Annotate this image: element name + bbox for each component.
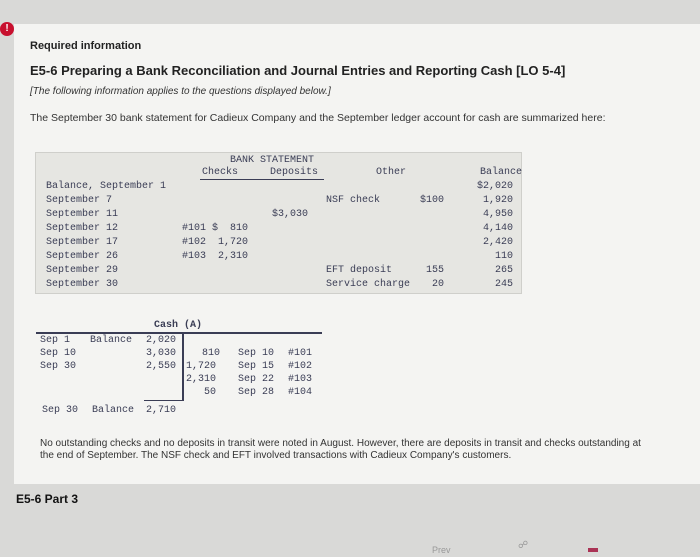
ending-balance-rule [144, 400, 184, 401]
row-label: September 26 [46, 251, 119, 262]
check-cell: #102 1,720 [182, 237, 249, 248]
ledger-date: Sep 22 [238, 374, 275, 385]
row-label: September 17 [46, 237, 119, 248]
ending-balance-date: Sep 30 [42, 405, 79, 416]
ledger-desc: Balance [90, 335, 133, 346]
t-account-top-rule [36, 332, 322, 334]
ledger-debit: 2,550 [146, 361, 177, 372]
row-label: Balance, September 1 [46, 181, 167, 192]
other-amount-cell: 20 [432, 279, 445, 290]
row-label: September 11 [46, 209, 119, 220]
header-rule [200, 179, 324, 180]
row-label: September 12 [46, 223, 119, 234]
deposits-header: Deposits [270, 167, 319, 178]
balance-cell: 110 [494, 251, 513, 262]
prev-button[interactable]: Prev [432, 545, 451, 555]
ledger-credit: 810 [202, 348, 221, 359]
ledger-ref: #101 [288, 348, 313, 359]
ending-balance-desc: Balance [92, 405, 135, 416]
balance-cell: 2,420 [482, 237, 513, 248]
bank-statement-title: BANK STATEMENT [230, 155, 315, 166]
row-label: September 29 [46, 265, 119, 276]
ledger-debit: 2,020 [146, 335, 177, 346]
balance-cell: 265 [494, 265, 513, 276]
balance-cell: 1,920 [482, 195, 513, 206]
deposit-cell: $3,030 [272, 209, 309, 220]
required-information-heading: Required information [30, 40, 142, 52]
ledger-ref: #104 [288, 387, 313, 398]
other-header: Other [376, 167, 407, 178]
ledger-ref: #102 [288, 361, 313, 372]
ledger-date: Sep 15 [238, 361, 275, 372]
cash-t-account [36, 318, 336, 403]
other-amount-cell: 155 [426, 265, 445, 276]
ledger-debit: 3,030 [146, 348, 177, 359]
part-label: E5-6 Part 3 [16, 492, 79, 506]
t-account-divider [182, 334, 184, 400]
intro-text: The September 30 bank statement for Cadieux Company and the September ledger account for cash are summarized here: [30, 112, 606, 124]
other-amount-cell: $100 [420, 195, 445, 206]
ledger-credit: 2,310 [186, 374, 217, 385]
balance-cell: $2,020 [476, 181, 513, 192]
balance-cell: 4,950 [482, 209, 513, 220]
bank-statement-table [35, 152, 522, 294]
ending-balance-amount: 2,710 [146, 405, 177, 416]
ledger-credit: 1,720 [186, 361, 217, 372]
other-label-cell: EFT deposit [326, 265, 393, 276]
other-label-cell: Service charge [326, 279, 411, 290]
alert-icon: ! [0, 22, 14, 36]
check-cell: #101 $ 810 [182, 223, 249, 234]
ledger-ref: #103 [288, 374, 313, 385]
exercise-title: E5-6 Preparing a Bank Reconciliation and Journal Entries and Reporting Cash [LO 5-4] [30, 63, 566, 78]
link-icon[interactable]: ☍ [518, 540, 529, 551]
ledger-date: Sep 10 [40, 348, 77, 359]
cash-account-title: Cash (A) [154, 320, 203, 331]
instruction-note: [The following information applies to the questions displayed below.] [30, 86, 331, 97]
grid-icon[interactable] [588, 548, 598, 552]
checks-header: Checks [202, 167, 239, 178]
balance-header: Balance [480, 167, 523, 178]
ledger-date: Sep 10 [238, 348, 275, 359]
ledger-credit: 50 [204, 387, 217, 398]
other-label-cell: NSF check [326, 195, 381, 206]
reconciliation-note: No outstanding checks and no deposits in transit were noted in August. However, there are deposits in transit and checks outstanding at the end of September. The NSF check and EFT involved transactions with Cadieux Company's customers. [40, 438, 641, 461]
balance-cell: 4,140 [482, 223, 513, 234]
ledger-date: Sep 28 [238, 387, 275, 398]
row-label: September 30 [46, 279, 119, 290]
ledger-date: Sep 1 [40, 335, 71, 346]
check-cell: #103 2,310 [182, 251, 249, 262]
ledger-date: Sep 30 [40, 361, 77, 372]
balance-cell: 245 [494, 279, 513, 290]
row-label: September 7 [46, 195, 113, 206]
